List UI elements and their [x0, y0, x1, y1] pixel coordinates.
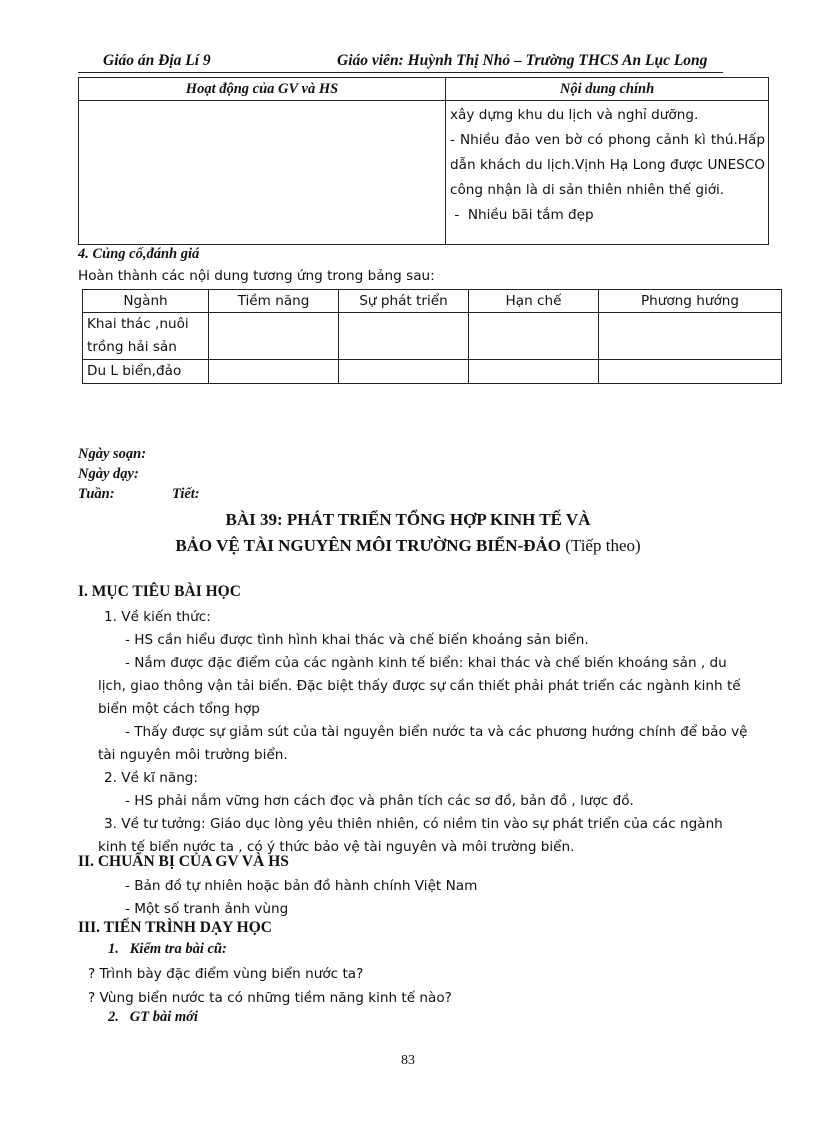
week-label: Tuần: [78, 486, 115, 502]
content-cell [446, 101, 769, 245]
review-cell [469, 313, 599, 360]
review-header: Sự phát triển [339, 290, 469, 313]
review-cell [209, 313, 339, 360]
question: ? Trình bày đặc điểm vùng biển nước ta? [88, 966, 364, 982]
knowledge-title: 1. Về kiến thức: [104, 609, 211, 625]
content-line: - Nhiều đảo ven bờ có phong cảnh kì thú.Hấp dẫn khách du lịch.Vịnh Hạ Long được UNESCO công nhận là di sản thiên nhiên thế giới. [450, 132, 765, 198]
prep-item: - Một số tranh ảnh vùng [125, 901, 289, 917]
content-line: xây dựng khu du lịch và nghỉ dưỡng. [450, 107, 699, 123]
period-label: Tiết: [172, 486, 200, 502]
section3-title: III. TIẾN TRÌNH DẠY HỌC [78, 919, 272, 936]
review-row-label: Du L biển,đảo [83, 360, 209, 384]
activity-col-header: Hoạt động của GV và HS [79, 78, 446, 101]
skills-item: - HS phải nắm vững hơn cách đọc và phân tích các sơ đồ, bản đồ , lược đồ. [125, 793, 634, 809]
attitude-item: 3. Về tư tưởng: Giáo dục lòng yêu thiên nhiên, có niềm tin vào sự phát triển của các ngành kinh tế biển nước ta , có ý thức bảo vệ tài nguyên và môi trường biển. [98, 816, 723, 855]
lesson-title-line2 [0, 536, 816, 556]
activity-cell [79, 101, 446, 245]
review-header: Hạn chế [469, 290, 599, 313]
review-header: Tiềm năng [209, 290, 339, 313]
new-lesson: 2. GT bài mới [108, 1009, 198, 1025]
review-header: Ngành [83, 290, 209, 313]
skills-title: 2. Về kĩ năng: [104, 770, 199, 786]
lesson-title-line1: BÀI 39: PHÁT TRIỂN TỔNG HỢP KINH TẾ VÀ [225, 510, 591, 529]
review-row-label: Khai thác ,nuôi trồng hải sản [83, 313, 209, 360]
content-line: - Nhiều bãi tắm đẹp [450, 207, 594, 223]
date-prepared: Ngày soạn: [78, 446, 147, 462]
header-rule [78, 72, 723, 73]
header-right: Giáo viên: Huỳnh Thị Nhỏ – Trường THCS An Lục Long [337, 52, 708, 69]
review-cell [339, 313, 469, 360]
review-cell [599, 313, 782, 360]
date-taught: Ngày dạy: [78, 466, 139, 482]
review-cell [339, 360, 469, 384]
prep-item: - Bản đồ tự nhiên hoặc bản đồ hành chính Việt Nam [125, 878, 478, 894]
question: ? Vùng biển nước ta có những tiềm năng kinh tế nào? [88, 990, 452, 1006]
knowledge-item: - Nắm được đặc điểm của các ngành kinh tế biển: khai thác và chế biến khoáng sản , du lịch, giao thông vận tải biển. Đặc biệt thấy được sự cần thiết phải phát triển các ngành kinh tế biển một cách tổng hợp [98, 655, 741, 717]
content-col-header: Nội dung chính [446, 78, 769, 101]
header-left: Giáo án Địa Lí 9 [103, 52, 211, 69]
knowledge-item: - Thấy được sự giảm sút của tài nguyên biển nước ta và các phương hướng chính để bảo vệ tài nguyên môi trường biển. [98, 724, 748, 763]
review-table [82, 289, 782, 384]
lesson-title-suffix: (Tiếp theo) [561, 536, 641, 555]
lesson-title-main: BẢO VỆ TÀI NGUYÊN MÔI TRƯỜNG BIỂN-ĐẢO [175, 536, 562, 555]
review-header: Phương hướng [599, 290, 782, 313]
review-cell [209, 360, 339, 384]
check-old-lesson: 1. Kiểm tra bài cũ: [108, 941, 227, 957]
section1-title: I. MỤC TIÊU BÀI HỌC [78, 583, 241, 600]
section2-title: II. CHUẨN BỊ CỦA GV VÀ HS [78, 853, 289, 870]
section4-title: 4. Củng cố,đánh giá [78, 246, 200, 262]
activity-table [78, 77, 769, 245]
review-cell [469, 360, 599, 384]
page-number: 83 [401, 1053, 415, 1068]
knowledge-item: - HS cần hiểu được tình hình khai thác và chế biến khoáng sản biển. [125, 632, 589, 648]
section4-intro: Hoàn thành các nội dung tương ứng trong bảng sau: [78, 268, 435, 284]
review-cell [599, 360, 782, 384]
